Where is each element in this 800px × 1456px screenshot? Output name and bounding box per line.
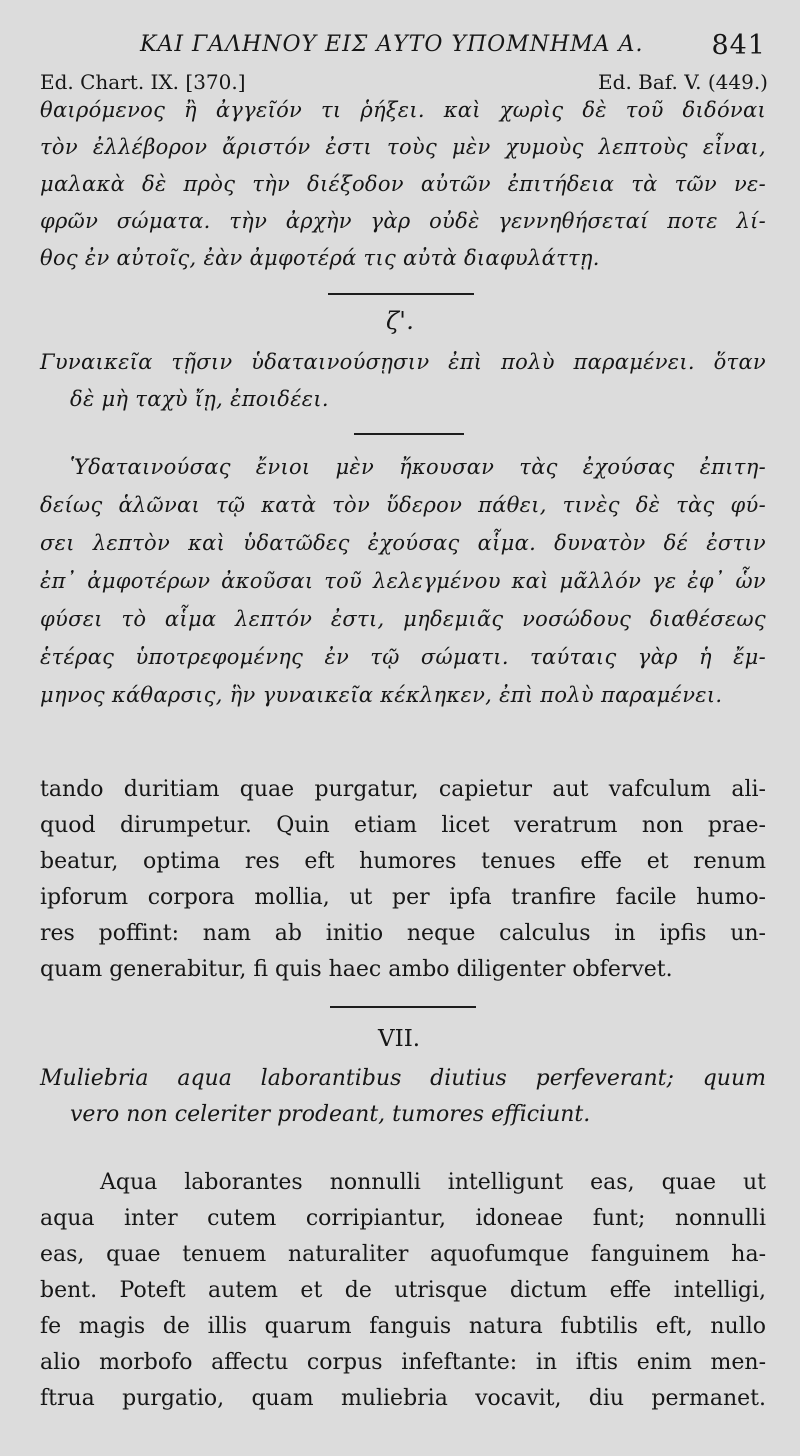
text-line: δείως ἁλῶναι τῷ κατὰ τὸν ὕδερον πάθει, τινὲς δὲ τὰς φύ- — [40, 493, 766, 517]
greek-section-number: ζ'. — [386, 307, 415, 335]
text-line: ftrua purgatio, quam muliebria vocavit, diu permanet. — [40, 1386, 766, 1411]
text-line: quod dirumpetur. Quin etiam licet veratrum non prae- — [40, 813, 766, 838]
text-line: σει λεπτὸν καὶ ὑδατῶδες ἐχούσας αἷμα. δυνατὸν δέ ἐστιν — [40, 531, 766, 555]
text-line: ἐπ᾽ ἀμφοτέρων ἀκοῦσαι τοῦ λελεγμένου καὶ μᾶλλόν γε ἐφ᾽ ὧν — [40, 569, 766, 593]
latin-section-number: VII. — [378, 1026, 421, 1052]
section-divider — [330, 1006, 476, 1008]
section-divider — [328, 293, 474, 295]
text-line: tando duritiam quae purgatur, capietur aut vafculum ali- — [40, 777, 766, 802]
page-number: 841 — [711, 30, 766, 61]
text-line: Muliebria aqua laborantibus diutius perfeverant; quum — [40, 1066, 766, 1091]
text-line: alio morbofo affectu corpus infeftante: in iftis enim men- — [40, 1350, 766, 1375]
text-line: φύσει τὸ αἷμα λεπτόν ἐστι, μηδεμιᾶς νοσώδους διαθέσεως — [40, 607, 766, 631]
text-line: vero non celeriter prodeant, tumores efficiunt. — [70, 1102, 591, 1127]
text-line: θος ἐν αὐτοῖς, ἐὰν ἀμφοτέρά τις αὐτὰ διαφυλάττῃ. — [40, 246, 600, 270]
text-line: bent. Poteft autem et de utrisque dictum effe intelligi, — [40, 1278, 766, 1303]
text-line: μηνος κάθαρσις, ἣν γυναικεῖα κέκληκεν, ἐπὶ πολὺ παραμένει. — [40, 683, 723, 707]
edition-ref-bas: Ed. Baf. V. (449.) — [598, 70, 768, 94]
text-line: τὸν ἐλλέβορον ἄριστόν ἐστι τοὺς μὲν χυμοὺς λεπτοὺς εἶναι, — [40, 135, 766, 159]
text-line: ἑτέρας ὑποτρεφομένης ἐν τῷ σώματι. ταύταις γὰρ ἡ ἔμ- — [40, 645, 766, 669]
running-title: ΚΑΙ ΓΑΛΗΝΟΥ ΕΙΣ ΑΥΤΟ ΥΠΟΜΝΗΜΑ Α. — [140, 32, 644, 57]
text-line: Aqua laborantes nonnulli intelligunt eas, quae ut — [100, 1170, 766, 1195]
edition-references — [40, 70, 768, 100]
text-line: res poffint: nam ab initio neque calculus in ipfis un- — [40, 921, 766, 946]
text-line: Ὑδαταινούσας ἔνιοι μὲν ἤκουσαν τὰς ἐχούσας ἐπιτη- — [70, 455, 766, 479]
text-line: ipforum corpora mollia, ut per ipfa tranfire facile humo- — [40, 885, 766, 910]
text-line: fe magis de illis quarum fanguis natura fubtilis eft, nullo — [40, 1314, 766, 1339]
text-line: quam generabitur, fi quis haec ambo diligenter obfervet. — [40, 957, 673, 982]
text-line: eas, quae tenuem naturaliter aquofumque fanguinem ha- — [40, 1242, 766, 1267]
edition-ref-chart: Ed. Chart. IX. [370.] — [40, 70, 246, 94]
text-line: θαιρόμενος ἢ ἀγγεῖόν τι ῥήξει. καὶ χωρὶς δὲ τοῦ διδόναι — [40, 98, 766, 122]
text-line: beatur, optima res eft humores tenues effe et renum — [40, 849, 766, 874]
text-line: φρῶν σώματα. τὴν ἀρχὴν γὰρ οὐδὲ γεννηθήσεταί ποτε λί- — [40, 209, 766, 233]
running-header — [140, 30, 770, 66]
section-divider — [354, 433, 464, 435]
text-line: μαλακὰ δὲ πρὸς τὴν διέξοδον αὐτῶν ἐπιτήδεια τὰ τῶν νε- — [40, 172, 766, 196]
text-line: aqua inter cutem corripiantur, idoneae funt; nonnulli — [40, 1206, 766, 1231]
text-line: Γυναικεῖα τῇσιν ὑδαταινούσῃσιν ἐπὶ πολὺ παραμένει. ὅταν — [40, 350, 766, 374]
text-line: δὲ μὴ ταχὺ ἴῃ, ἐποιδέει. — [70, 387, 329, 411]
